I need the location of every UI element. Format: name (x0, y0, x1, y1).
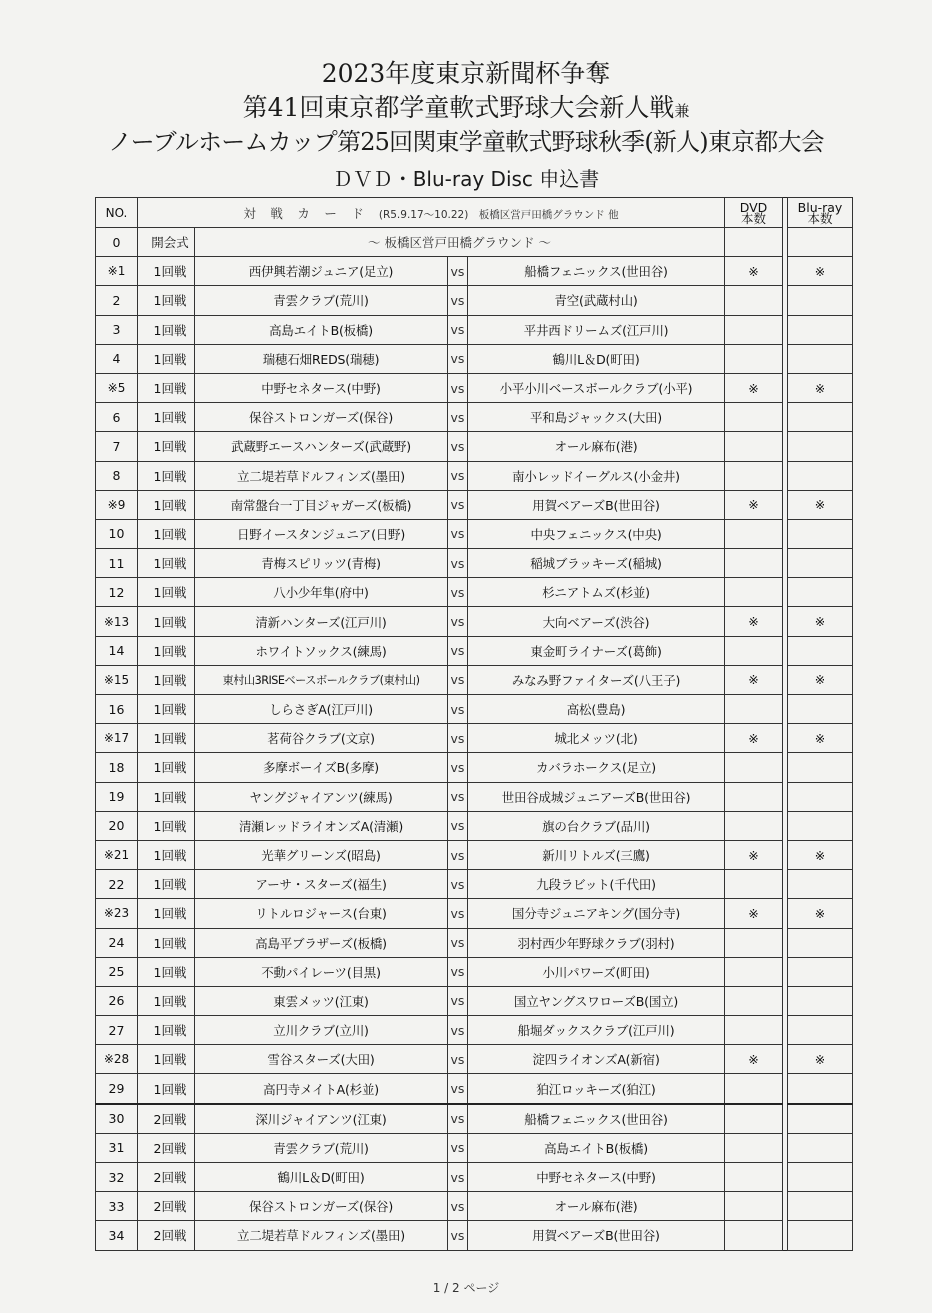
match-round: 1回戦 (138, 607, 195, 636)
vs-label: vs (448, 1104, 468, 1134)
table-row (96, 403, 853, 432)
dvd-qty-box[interactable] (725, 315, 783, 344)
match-no: 34 (96, 1221, 138, 1250)
match-no: 6 (96, 403, 138, 432)
dvd-qty-box[interactable] (725, 782, 783, 811)
table-row (96, 1074, 853, 1104)
col-header-bluray (788, 198, 853, 228)
table-row (96, 695, 853, 724)
home-team: アーサ・スターズ(福生) (195, 870, 448, 899)
vs-label: vs (448, 286, 468, 315)
table-row (96, 957, 853, 986)
match-no: 3 (96, 315, 138, 344)
home-team: リトルロジャース(台東) (195, 899, 448, 928)
match-no: ※21 (96, 840, 138, 869)
home-team: 光華グリーンズ(昭島) (195, 840, 448, 869)
vs-label: vs (448, 753, 468, 782)
bluray-qty-box[interactable]: ※ (788, 373, 853, 402)
match-no: 32 (96, 1163, 138, 1192)
vs-label: vs (448, 257, 468, 286)
match-no: 18 (96, 753, 138, 782)
home-team: 清新ハンターズ(江戸川) (195, 607, 448, 636)
table-row (96, 840, 853, 869)
opening-venue: 〜 板橋区営戸田橋グラウンド 〜 (195, 228, 725, 257)
dvd-qty-box[interactable] (725, 695, 783, 724)
vs-label: vs (448, 695, 468, 724)
away-team: オール麻布(港) (468, 1192, 725, 1221)
vs-label: vs (448, 578, 468, 607)
bluray-qty-box[interactable] (788, 957, 853, 986)
away-team: 大向ベアーズ(渋谷) (468, 607, 725, 636)
home-team: 武蔵野エースハンターズ(武蔵野) (195, 432, 448, 461)
bluray-qty-box[interactable] (788, 986, 853, 1015)
home-team: しらさぎA(江戸川) (195, 695, 448, 724)
bluray-qty-box[interactable] (788, 1104, 853, 1134)
home-team: 西伊興若潮ジュニア(足立) (195, 257, 448, 286)
dvd-qty-box[interactable] (725, 870, 783, 899)
match-round: 1回戦 (138, 870, 195, 899)
match-round: 1回戦 (138, 957, 195, 986)
table-row (96, 257, 853, 286)
dvd-qty-box[interactable] (725, 986, 783, 1015)
away-team: 平和島ジャックス(大田) (468, 403, 725, 432)
vs-label: vs (448, 1133, 468, 1162)
bluray-qty-box[interactable]: ※ (788, 1045, 853, 1074)
bluray-qty-box[interactable] (788, 1192, 853, 1221)
match-no: 4 (96, 344, 138, 373)
match-no: 20 (96, 811, 138, 840)
match-round: 1回戦 (138, 899, 195, 928)
match-round: 1回戦 (138, 928, 195, 957)
vs-label: vs (448, 1016, 468, 1045)
home-team: 多摩ボーイズB(多摩) (195, 753, 448, 782)
vs-label: vs (448, 315, 468, 344)
bluray-qty-box[interactable] (788, 695, 853, 724)
match-no: ※15 (96, 665, 138, 694)
match-round: 1回戦 (138, 315, 195, 344)
bluray-qty-box[interactable]: ※ (788, 840, 853, 869)
match-round: 1回戦 (138, 724, 195, 753)
match-no: 8 (96, 461, 138, 490)
dvd-qty-box[interactable]: ※ (725, 607, 783, 636)
match-no: 22 (96, 870, 138, 899)
page-number: 1 / 2 ページ (432, 1281, 500, 1295)
match-no: 29 (96, 1074, 138, 1104)
opening-dvd-qty[interactable] (725, 228, 783, 257)
away-team: 国立ヤングスワローズB(国立) (468, 986, 725, 1015)
bluray-qty-box[interactable]: ※ (788, 899, 853, 928)
vs-label: vs (448, 432, 468, 461)
match-round: 1回戦 (138, 665, 195, 694)
table-row (96, 782, 853, 811)
away-team: 狛江ロッキーズ(狛江) (468, 1074, 725, 1104)
match-round: 1回戦 (138, 519, 195, 548)
table-row (96, 1163, 853, 1192)
away-team: 用賀ベアーズB(世田谷) (468, 1221, 725, 1250)
home-team: 東雲メッツ(江東) (195, 986, 448, 1015)
home-team: 清瀬レッドライオンズA(清瀬) (195, 811, 448, 840)
dvd-qty-box[interactable] (725, 1104, 783, 1134)
table-row (96, 578, 853, 607)
table-row (96, 811, 853, 840)
match-round: 1回戦 (138, 986, 195, 1015)
vs-label: vs (448, 928, 468, 957)
bluray-qty-box[interactable]: ※ (788, 724, 853, 753)
bluray-qty-box[interactable] (788, 753, 853, 782)
away-team: 城北メッツ(北) (468, 724, 725, 753)
title-line-2-suffix: 兼 (674, 102, 690, 120)
dvd-qty-box[interactable] (725, 928, 783, 957)
dvd-qty-box[interactable] (725, 286, 783, 315)
away-team: 用賀ベアーズB(世田谷) (468, 490, 725, 519)
home-team: ホワイトソックス(練馬) (195, 636, 448, 665)
dvd-qty-box[interactable]: ※ (725, 840, 783, 869)
match-round: 2回戦 (138, 1163, 195, 1192)
match-round: 1回戦 (138, 811, 195, 840)
away-team: 平井西ドリームズ(江戸川) (468, 315, 725, 344)
table-row (96, 724, 853, 753)
match-round: 1回戦 (138, 373, 195, 402)
dvd-qty-box[interactable] (725, 957, 783, 986)
table-row (96, 665, 853, 694)
table-header-row (96, 198, 853, 228)
bluray-qty-box[interactable] (788, 1133, 853, 1162)
title-line-1: 2023年度東京新聞杯争奪 (321, 59, 611, 88)
table-row (96, 1045, 853, 1074)
col-header-no: NO. (96, 198, 138, 228)
table-row (96, 1016, 853, 1045)
match-no: ※23 (96, 899, 138, 928)
table-body (96, 198, 853, 1251)
match-round: 1回戦 (138, 286, 195, 315)
bluray-qty-box[interactable]: ※ (788, 257, 853, 286)
table-row (96, 870, 853, 899)
bluray-qty-box[interactable] (788, 811, 853, 840)
bluray-qty-box[interactable] (788, 344, 853, 373)
table-row (96, 490, 853, 519)
away-team: 鶴川L＆D(町田) (468, 344, 725, 373)
vs-label: vs (448, 782, 468, 811)
away-team: カバラホークス(足立) (468, 753, 725, 782)
match-round: 1回戦 (138, 257, 195, 286)
dvd-qty-box[interactable] (725, 1163, 783, 1192)
table-row (96, 549, 853, 578)
bluray-qty-box[interactable] (788, 928, 853, 957)
title-line-2 (0, 88, 932, 124)
bluray-qty-box[interactable] (788, 782, 853, 811)
away-team: 中野セネタース(中野) (468, 1163, 725, 1192)
away-team: 小川パワーズ(町田) (468, 957, 725, 986)
match-round: 1回戦 (138, 636, 195, 665)
match-no: 33 (96, 1192, 138, 1221)
dvd-qty-box[interactable] (725, 1221, 783, 1250)
table-row (96, 1221, 853, 1250)
home-team: 八小少年隼(府中) (195, 578, 448, 607)
away-team: 稲城ブラッキーズ(稲城) (468, 549, 725, 578)
away-team: 新川リトルズ(三鷹) (468, 840, 725, 869)
match-no: 26 (96, 986, 138, 1015)
dvd-qty-box[interactable]: ※ (725, 373, 783, 402)
match-round: 1回戦 (138, 1045, 195, 1074)
bluray-qty-box[interactable] (788, 1074, 853, 1104)
form-title: ＤＶＤ・Blu-ray Disc 申込書 (332, 167, 600, 191)
away-team: 高島エイトB(板橋) (468, 1133, 725, 1162)
home-team: 高島エイトB(板橋) (195, 315, 448, 344)
vs-label: vs (448, 636, 468, 665)
home-team: 東村山3RISEベースボールクラブ(東村山) (195, 665, 448, 694)
match-round: 1回戦 (138, 840, 195, 869)
away-team: 船橋フェニックス(世田谷) (468, 1104, 725, 1134)
match-no: ※28 (96, 1045, 138, 1074)
vs-label: vs (448, 986, 468, 1015)
vs-label: vs (448, 899, 468, 928)
dvd-label: DVD (739, 199, 768, 215)
vs-label: vs (448, 490, 468, 519)
match-no: 2 (96, 286, 138, 315)
bluray-qty-box[interactable]: ※ (788, 665, 853, 694)
table-row (96, 344, 853, 373)
vs-label: vs (448, 957, 468, 986)
dvd-qty-box[interactable]: ※ (725, 665, 783, 694)
home-team: 高円寺メイトA(杉並) (195, 1074, 448, 1104)
table-row (96, 928, 853, 957)
bluray-qty-box[interactable] (788, 461, 853, 490)
match-round: 1回戦 (138, 549, 195, 578)
away-team: 南小レッドイーグルス(小金井) (468, 461, 725, 490)
match-no: 30 (96, 1104, 138, 1134)
match-no: ※9 (96, 490, 138, 519)
opening-bluray-qty[interactable] (788, 228, 853, 257)
bluray-qty-box[interactable] (788, 636, 853, 665)
match-no: 24 (96, 928, 138, 957)
home-team: 中野セネタース(中野) (195, 373, 448, 402)
title-line-2-main: 第41回東京都学童軟式野球大会新人戦 (242, 93, 675, 122)
match-round: 1回戦 (138, 1016, 195, 1045)
vs-label: vs (448, 811, 468, 840)
away-team: 羽村西少年野球クラブ(羽村) (468, 928, 725, 957)
opening-row (96, 228, 853, 257)
home-team: 保谷ストロンガーズ(保谷) (195, 1192, 448, 1221)
match-round: 1回戦 (138, 1074, 195, 1104)
away-team: 九段ラビット(千代田) (468, 870, 725, 899)
dvd-qty-box[interactable] (725, 432, 783, 461)
order-form-table (95, 197, 853, 1251)
away-team: オール麻布(港) (468, 432, 725, 461)
match-round: 2回戦 (138, 1133, 195, 1162)
bluray-qty-box[interactable] (788, 286, 853, 315)
vs-label: vs (448, 519, 468, 548)
dvd-qty-box[interactable] (725, 811, 783, 840)
home-team: 高島平ブラザーズ(板橋) (195, 928, 448, 957)
match-round: 2回戦 (138, 1104, 195, 1134)
bluray-qty-box[interactable]: ※ (788, 607, 853, 636)
away-team: 国分寺ジュニアキング(国分寺) (468, 899, 725, 928)
vs-label: vs (448, 607, 468, 636)
bluray-qty-box[interactable] (788, 432, 853, 461)
home-team: 立二堤若草ドルフィンズ(墨田) (195, 461, 448, 490)
dvd-qty-box[interactable] (725, 344, 783, 373)
home-team: 南常盤台一丁目ジャガーズ(板橋) (195, 490, 448, 519)
col-header-dvd (725, 198, 783, 228)
match-no: 11 (96, 549, 138, 578)
match-no: 14 (96, 636, 138, 665)
vs-label: vs (448, 461, 468, 490)
match-no: 19 (96, 782, 138, 811)
title-line-3: ノーブルホームカップ第25回関東学童軟式野球秋季(新人)東京都大会 (108, 128, 824, 156)
match-no: ※17 (96, 724, 138, 753)
bluray-qty-box[interactable] (788, 1016, 853, 1045)
match-round: 1回戦 (138, 403, 195, 432)
dvd-qty-box[interactable] (725, 1016, 783, 1045)
dvd-qty-box[interactable] (725, 519, 783, 548)
bluray-qty-box[interactable] (788, 315, 853, 344)
match-round: 2回戦 (138, 1192, 195, 1221)
home-team: 立二堤若草ドルフィンズ(墨田) (195, 1221, 448, 1250)
match-no: ※5 (96, 373, 138, 402)
table-row (96, 636, 853, 665)
home-team: 瑞穂石畑REDS(瑞穂) (195, 344, 448, 373)
match-no: 7 (96, 432, 138, 461)
vs-label: vs (448, 840, 468, 869)
away-team: 船橋フェニックス(世田谷) (468, 257, 725, 286)
bluray-qty-box[interactable] (788, 519, 853, 548)
match-round: 1回戦 (138, 782, 195, 811)
match-round: 1回戦 (138, 578, 195, 607)
bluray-qty-label: 本数 (807, 210, 833, 226)
table-row (96, 1104, 853, 1134)
dvd-qty-box[interactable] (725, 1133, 783, 1162)
match-round: 1回戦 (138, 753, 195, 782)
bluray-qty-box[interactable] (788, 1163, 853, 1192)
home-team: 茗荷谷クラブ(文京) (195, 724, 448, 753)
dvd-qty-box[interactable]: ※ (725, 257, 783, 286)
table-row (96, 986, 853, 1015)
vs-label: vs (448, 665, 468, 694)
dvd-qty-box[interactable] (725, 578, 783, 607)
vs-label: vs (448, 724, 468, 753)
away-team: 淀四ライオンズA(新宿) (468, 1045, 725, 1074)
bluray-qty-box[interactable] (788, 403, 853, 432)
dvd-qty-box[interactable]: ※ (725, 1045, 783, 1074)
dvd-qty-box[interactable] (725, 461, 783, 490)
col-header-card (138, 198, 725, 228)
home-team: 青雲クラブ(荒川) (195, 286, 448, 315)
away-team: 東金町ライナーズ(葛飾) (468, 636, 725, 665)
vs-label: vs (448, 549, 468, 578)
dvd-qty-box[interactable] (725, 636, 783, 665)
table-row (96, 899, 853, 928)
card-period: (R5.9.17〜10.22) 板橋区営戸田橋グラウンド 他 (378, 208, 619, 221)
vs-label: vs (448, 373, 468, 402)
bluray-qty-box[interactable] (788, 578, 853, 607)
home-team: 雪谷スターズ(大田) (195, 1045, 448, 1074)
opening-no: 0 (96, 228, 138, 257)
table-row (96, 286, 853, 315)
match-no: 10 (96, 519, 138, 548)
home-team: ヤングジャイアンツ(練馬) (195, 782, 448, 811)
card-label: 対 戦 カ ー ド (243, 205, 365, 221)
home-team: 深川ジャイアンツ(江東) (195, 1104, 448, 1134)
dvd-qty-box[interactable] (725, 753, 783, 782)
away-team: 世田谷成城ジュニアーズB(世田谷) (468, 782, 725, 811)
match-no: ※13 (96, 607, 138, 636)
home-team: 鶴川L＆D(町田) (195, 1163, 448, 1192)
away-team: 中央フェニックス(中央) (468, 519, 725, 548)
vs-label: vs (448, 1074, 468, 1104)
vs-label: vs (448, 1045, 468, 1074)
table-row (96, 1192, 853, 1221)
away-team: みなみ野ファイターズ(八王子) (468, 665, 725, 694)
table-row (96, 1133, 853, 1162)
vs-label: vs (448, 403, 468, 432)
match-round: 1回戦 (138, 344, 195, 373)
away-team: 船堀ダックスクラブ(江戸川) (468, 1016, 725, 1045)
vs-label: vs (448, 870, 468, 899)
away-team: 高松(豊島) (468, 695, 725, 724)
dvd-qty-box[interactable]: ※ (725, 490, 783, 519)
home-team: 不動パイレーツ(目黒) (195, 957, 448, 986)
match-round: 1回戦 (138, 695, 195, 724)
bluray-qty-box[interactable]: ※ (788, 490, 853, 519)
vs-label: vs (448, 1221, 468, 1250)
dvd-qty-box[interactable] (725, 1192, 783, 1221)
match-no: 16 (96, 695, 138, 724)
away-team: 旗の台クラブ(品川) (468, 811, 725, 840)
home-team: 立川クラブ(立川) (195, 1016, 448, 1045)
match-round: 2回戦 (138, 1221, 195, 1250)
dvd-qty-box[interactable] (725, 549, 783, 578)
bluray-qty-box[interactable] (788, 870, 853, 899)
bluray-qty-box[interactable] (788, 1221, 853, 1250)
table-row (96, 607, 853, 636)
opening-round: 開会式 (138, 228, 195, 257)
dvd-qty-box[interactable] (725, 403, 783, 432)
vs-label: vs (448, 344, 468, 373)
match-no: 27 (96, 1016, 138, 1045)
table-row (96, 519, 853, 548)
home-team: 日野イースタンジュニア(日野) (195, 519, 448, 548)
dvd-qty-box[interactable]: ※ (725, 899, 783, 928)
table-row (96, 315, 853, 344)
away-team: 青空(武蔵村山) (468, 286, 725, 315)
home-team: 青梅スピリッツ(青梅) (195, 549, 448, 578)
away-team: 杉ニアトムズ(杉並) (468, 578, 725, 607)
dvd-qty-box[interactable]: ※ (725, 724, 783, 753)
match-no: 31 (96, 1133, 138, 1162)
home-team: 青雲クラブ(荒川) (195, 1133, 448, 1162)
table-row (96, 432, 853, 461)
vs-label: vs (448, 1192, 468, 1221)
dvd-qty-label: 本数 (740, 210, 766, 226)
table-row (96, 753, 853, 782)
match-no: 12 (96, 578, 138, 607)
dvd-qty-box[interactable] (725, 1074, 783, 1104)
bluray-qty-box[interactable] (788, 549, 853, 578)
home-team: 保谷ストロンガーズ(保谷) (195, 403, 448, 432)
bluray-label: Blu-ray (797, 199, 843, 215)
match-no: 25 (96, 957, 138, 986)
away-team: 小平小川ベースボールクラブ(小平) (468, 373, 725, 402)
match-no: ※1 (96, 257, 138, 286)
match-round: 1回戦 (138, 432, 195, 461)
table-row (96, 373, 853, 402)
match-round: 1回戦 (138, 490, 195, 519)
vs-label: vs (448, 1163, 468, 1192)
match-round: 1回戦 (138, 461, 195, 490)
table-row (96, 461, 853, 490)
